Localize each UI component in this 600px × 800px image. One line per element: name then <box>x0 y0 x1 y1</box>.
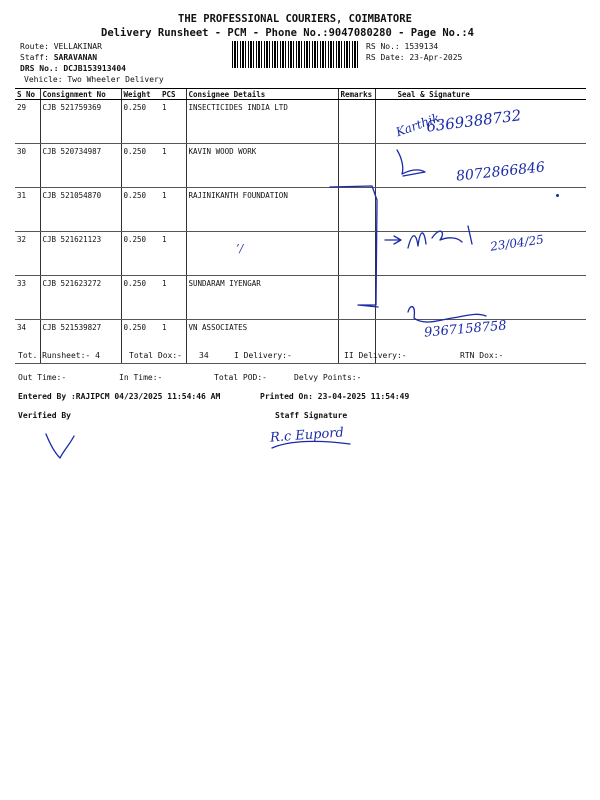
cell-consignee: VN ASSOCIATES <box>186 320 338 364</box>
tot-runsheet: Tot. Runsheet:- 4 <box>18 351 100 360</box>
cell-weight: 0.250 <box>121 232 160 276</box>
cell-sno: 34 <box>15 320 40 364</box>
cell-remarks <box>338 100 375 144</box>
cell-weight: 0.250 <box>121 144 160 188</box>
sig-row30-phone: 8072866846 <box>455 159 546 185</box>
cell-consignee: INSECTICIDES INDIA LTD <box>186 100 338 144</box>
cell-sno: 33 <box>15 276 40 320</box>
company-title: THE PROFESSIONAL COURIERS, COIMBATORE <box>178 13 412 25</box>
cell-pcs: 1 <box>160 188 186 232</box>
cell-consignee: RAJINIKANTH FOUNDATION <box>186 188 338 232</box>
cell-consignment: CJB 521539827 <box>40 320 121 364</box>
vehicle-label: Vehicle: Two Wheeler Delivery <box>24 75 164 84</box>
drs-label: DRS No.: <box>20 64 59 73</box>
col-consignment: Consignment No <box>40 89 121 100</box>
cell-pcs: 1 <box>160 232 186 276</box>
cell-remarks <box>338 144 375 188</box>
delvy-points: Delvy Points:- <box>294 373 362 382</box>
cell-consignee: KAVIN WOOD WORK <box>186 144 338 188</box>
cell-consignment: CJB 521054870 <box>40 188 121 232</box>
col-consignee: Consignee Details <box>186 89 338 100</box>
table-row <box>15 188 586 232</box>
staff-label: Staff: <box>20 53 49 62</box>
sig-row29-name: Karthik <box>393 110 442 140</box>
cell-sno: 31 <box>15 188 40 232</box>
ii-delivery: II Delivery:- <box>344 351 407 360</box>
printed-on: Printed On: 23-04-2025 11:54:49 <box>260 392 410 401</box>
entered-by: Entered By :RAJIPCM 04/23/2025 11:54:46 AM <box>18 392 221 401</box>
staff-value: SARAVANAN <box>53 53 98 62</box>
cell-consignment: CJB 521759369 <box>40 100 121 144</box>
in-time: In Time:- <box>119 373 163 382</box>
drs-value: DCJB153913404 <box>63 64 126 73</box>
out-time: Out Time:- <box>18 373 67 382</box>
cell-weight: 0.250 <box>121 320 160 364</box>
drs-line <box>20 64 126 73</box>
cell-remarks <box>338 188 375 232</box>
i-delivery: I Delivery:- <box>234 351 292 360</box>
verified-by: Verified By <box>18 411 71 420</box>
route-label: Route: VELLAKINAR <box>20 42 102 51</box>
cell-pcs: 1 <box>160 320 186 364</box>
col-signature: Seal & Signature <box>375 89 586 100</box>
cell-consignment: CJB 521623272 <box>40 276 121 320</box>
barcode <box>232 41 359 68</box>
col-remarks: Remarks <box>338 89 375 100</box>
cell-pcs: 1 <box>160 276 186 320</box>
staff-signature: R.c Eupord <box>269 425 345 446</box>
rs-no: RS No.: 1539134 <box>366 42 439 51</box>
cell-sno: 29 <box>15 100 40 144</box>
total-pod: Total POD:- <box>214 373 267 382</box>
cell-remarks <box>338 232 375 276</box>
cell-weight: 0.250 <box>121 276 160 320</box>
cell-weight: 0.250 <box>121 188 160 232</box>
cell-sno: 32 <box>15 232 40 276</box>
rtn-dox: RTN Dox:- <box>460 351 504 360</box>
dot-mark <box>556 194 559 197</box>
cell-consignment: CJB 521621123 <box>40 232 121 276</box>
cell-signature <box>375 232 586 276</box>
sig-row32-date: 23/04/25 <box>489 232 545 254</box>
row32-mark: ’/ <box>236 242 244 255</box>
cell-signature <box>375 188 586 232</box>
sig-row29-phone: 6369388732 <box>425 106 523 136</box>
runsheet-subtitle: Delivery Runsheet - PCM - Phone No.:9047080280 - Page No.:4 <box>101 27 474 39</box>
sig-row34-phone: 9367158758 <box>423 318 508 341</box>
cell-weight: 0.250 <box>121 100 160 144</box>
col-pcs: PCS <box>160 89 186 100</box>
cell-remarks <box>338 276 375 320</box>
cell-sno: 30 <box>15 144 40 188</box>
staff-signature-label: Staff Signature <box>275 411 348 420</box>
table-header-row <box>15 89 586 100</box>
cell-consignment: CJB 520734987 <box>40 144 121 188</box>
staff-line <box>20 53 97 62</box>
total-dox-label: Total Dox:- <box>129 351 182 360</box>
cell-consignee: SUNDARAM IYENGAR <box>186 276 338 320</box>
rs-date: RS Date: 23-Apr-2025 <box>366 53 463 62</box>
cell-signature <box>375 276 586 320</box>
cell-consignee <box>186 232 338 276</box>
col-sno: S No <box>15 89 40 100</box>
cell-pcs: 1 <box>160 144 186 188</box>
table-row <box>15 276 586 320</box>
cell-pcs: 1 <box>160 100 186 144</box>
col-weight: Weight <box>121 89 160 100</box>
total-dox-value: 34 <box>199 351 209 360</box>
